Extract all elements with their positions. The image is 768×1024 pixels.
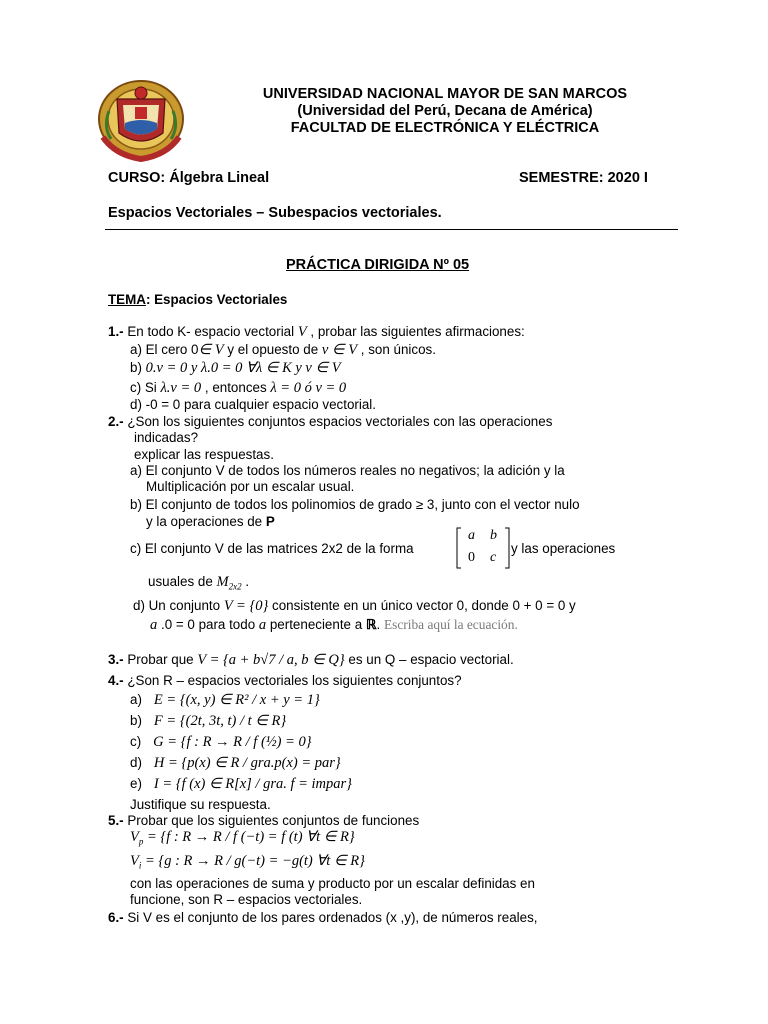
p4-c-math: G = {f : R → R / f (½) = 0} <box>153 734 312 750</box>
p4-a-math: E = {(x, y) ∈ R² / x + y = 1} <box>153 692 320 708</box>
course-topic: Espacios Vectoriales – Subespacios vectoriales. <box>108 205 442 221</box>
p2-d2-mid: .0 = 0 para todo <box>157 617 259 632</box>
p1-c-pre: c) Si <box>130 380 161 395</box>
matrix-0: 0 <box>468 550 475 565</box>
p6-number: 6.- <box>108 910 124 925</box>
p1-a-post: , son únicos. <box>357 342 436 357</box>
p2-l1: ¿Son los siguientes conjuntos espacios vectoriales con las operaciones <box>123 414 553 429</box>
p1-intro-v: V <box>297 324 307 340</box>
p2-line2: indicadas? <box>134 430 199 445</box>
p5-vi-sub: i <box>138 860 142 871</box>
p3-post: es un Q – espacio vectorial. <box>344 652 514 667</box>
p2-d2-R: ℝ <box>365 617 377 632</box>
p5-vi-v: V <box>130 853 139 869</box>
p5-line1: con las operaciones de suma y producto por un escalar definidas en <box>130 876 535 891</box>
p4-item-a <box>130 692 320 709</box>
p2-d-pre: d) Un conjunto <box>133 598 224 613</box>
p2-matrix <box>455 526 511 570</box>
tema-text: : Espacios Vectoriales <box>145 292 288 307</box>
p4-e-math: I = {f (x) ∈ R[x] / gra. f = impar} <box>153 776 352 792</box>
p5-vp-math: = {f : R → R / f (−t) = f (t) ∀t ∈ R} <box>143 829 355 845</box>
p5-number: 5.- <box>108 813 124 828</box>
p2-item-d <box>133 598 576 615</box>
p1-item-d: d) -0 = 0 para cualquier espacio vectorial. <box>130 397 377 412</box>
p5-vp <box>130 829 355 847</box>
p1-a-pre: a) El cero 0 <box>130 342 199 357</box>
p5-vi-math: = {g : R → R / g(−t) = −g(t) ∀t ∈ R} <box>141 853 365 869</box>
header-divider <box>105 229 678 230</box>
p4-justify: Justifique su respuesta. <box>130 797 271 812</box>
p2-d-post: consistente en un único vector 0, donde 0 + 0 = 0 y <box>268 598 576 613</box>
p2-d2-post: perteneciente a <box>266 617 366 632</box>
p2-item-c2 <box>148 574 249 592</box>
p4-a-label: a) <box>130 692 142 707</box>
p1-item-b <box>130 360 341 377</box>
practice-title: PRÁCTICA DIRIGIDA Nº 05 <box>286 257 470 273</box>
p2-line1 <box>108 414 552 429</box>
semester-label: SEMESTRE: 2020 I <box>519 170 648 186</box>
p1-b-pre: b) <box>130 360 146 375</box>
p2-line3: explicar las respuestas. <box>134 447 274 462</box>
p1-c-math2: λ = 0 ó v = 0 <box>270 380 347 396</box>
p3-number: 3.- <box>108 652 124 667</box>
p4-d-label: d) <box>130 755 142 770</box>
p1-item-a <box>130 342 436 359</box>
university-subtitle: (Universidad del Perú, Decana de América) <box>297 103 593 119</box>
p5-vi <box>130 853 365 871</box>
p6-line <box>108 910 537 925</box>
p2-item-c-post: y las operaciones <box>511 541 616 556</box>
p2-item-d2 <box>150 617 518 634</box>
p2-d2-a2: a <box>258 617 267 633</box>
p5-vp-sub: p <box>138 836 144 847</box>
p2-item-a1: a) El conjunto V de todos los números reales no negativos; la adición y la <box>130 463 565 478</box>
p2-b2-pre: y la operaciones de <box>146 514 266 529</box>
university-seal-logo <box>95 77 187 165</box>
p3-pre: Probar que <box>123 652 198 667</box>
p2-b2-p: P <box>265 514 275 529</box>
matrix-c: c <box>490 550 497 565</box>
p4-intro <box>108 673 462 688</box>
p2-item-b2 <box>146 514 275 529</box>
p5-intro <box>108 813 419 828</box>
p1-a-math2: v ∈ V <box>321 342 358 358</box>
p4-c-label: c) <box>130 734 142 749</box>
p6-text: Si V es el conjunto de los pares ordenados (x ,y), de números reales, <box>123 910 538 925</box>
p2-c2-post: . <box>241 574 250 589</box>
p2-d2-a1: a <box>150 617 158 633</box>
p4-intro-text: ¿Son R – espacios vectoriales los siguientes conjuntos? <box>123 673 462 688</box>
p2-item-a2: Multiplicación por un escalar usual. <box>146 479 355 494</box>
tema-label: TEMA <box>108 292 146 307</box>
p2-d2-dot: . <box>376 617 384 632</box>
p4-item-d <box>130 755 341 772</box>
p2-c2-pre: usuales de <box>148 574 217 589</box>
matrix-b: b <box>490 528 497 543</box>
p1-c-math1: λ.v = 0 <box>160 380 202 396</box>
p2-d-math: V = {0} <box>223 598 269 614</box>
p1-item-c <box>130 380 346 397</box>
p3-math: V = {a + b√7 / a, b ∈ Q} <box>197 652 345 668</box>
p5-intro-text: Probar que los siguientes conjuntos de funciones <box>123 813 420 828</box>
p4-b-label: b) <box>130 713 142 728</box>
p2-item-c: c) El conjunto V de las matrices 2x2 de la forma <box>130 541 414 556</box>
faculty-name: FACULTAD DE ELECTRÓNICA Y ELÉCTRICA <box>290 120 600 136</box>
p1-c-mid: , entonces <box>201 380 271 395</box>
p2-item-b1: b) El conjunto de todos los polinomios de grado ≥ 3, junto con el vector nulo <box>130 497 580 512</box>
p4-d-math: H = {p(x) ∈ R / gra.p(x) = par} <box>153 755 341 771</box>
p4-number: 4.- <box>108 673 124 688</box>
p4-b-math: F = {(2t, 3t, t) / t ∈ R} <box>153 713 287 729</box>
p2-number: 2.- <box>108 414 124 429</box>
p2-c2-m: M <box>216 574 229 590</box>
p4-item-e <box>130 776 352 793</box>
p1-intro-b: , probar las siguientes afirmaciones: <box>306 324 525 339</box>
p1-a-math1: ∈ V <box>198 342 224 358</box>
tema-line <box>108 292 287 307</box>
p4-item-b <box>130 713 286 730</box>
p2-c2-sub: 2x2 <box>228 581 242 592</box>
p5-line2: funcione, son R – espacios vectoriales. <box>130 892 363 907</box>
p1-number: 1.- <box>108 324 124 339</box>
p1-a-mid: y el opuesto de <box>223 342 322 357</box>
p3-line <box>108 652 514 669</box>
university-name: UNIVERSIDAD NACIONAL MAYOR DE SAN MARCOS <box>262 86 628 102</box>
p1-intro-a: En todo K- espacio vectorial <box>123 324 298 339</box>
course-label: CURSO: Álgebra Lineal <box>108 170 270 186</box>
p1-b-math: 0.v = 0 y λ.0 = 0 ∀λ ∈ K y v ∈ V <box>145 360 341 376</box>
p4-e-label: e) <box>130 776 142 791</box>
p5-vp-v: V <box>130 829 139 845</box>
matrix-a: a <box>468 528 475 543</box>
p4-item-c <box>130 734 312 751</box>
p1-intro <box>108 324 525 341</box>
p2-d2-placeholder: Escriba aquí la ecuación. <box>383 617 518 632</box>
